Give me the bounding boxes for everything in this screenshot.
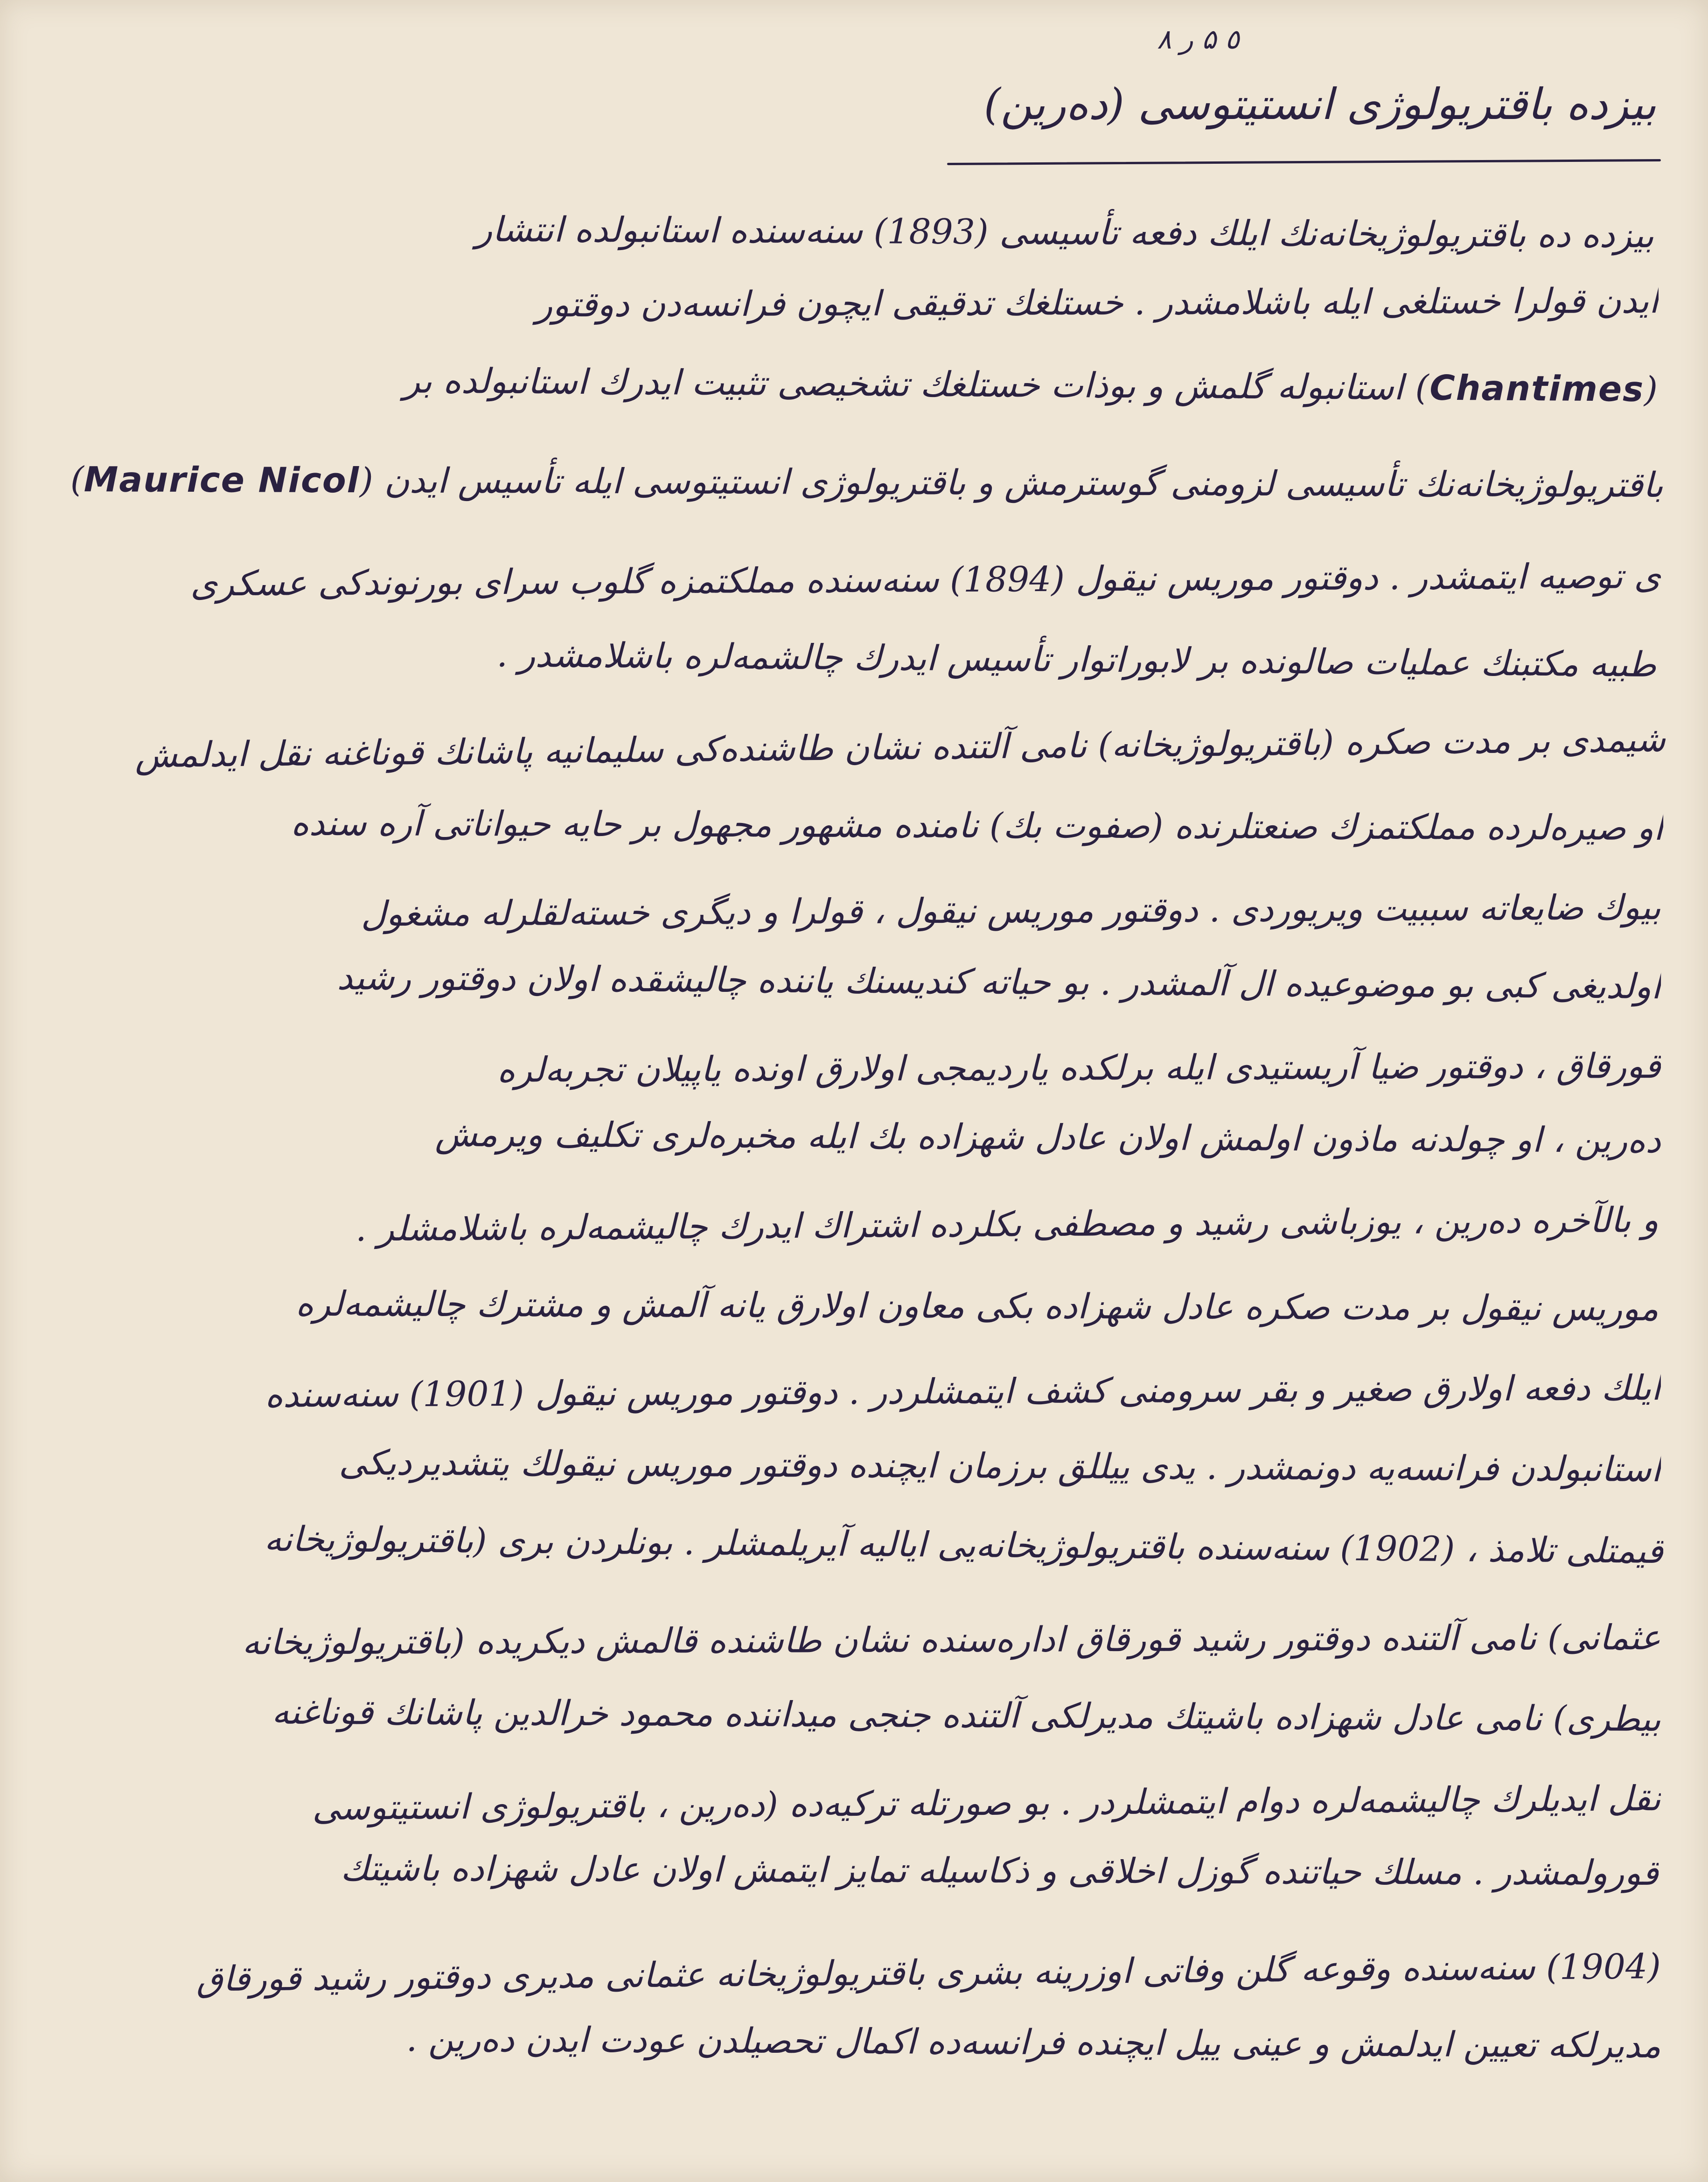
manuscript-line: طبیه مکتبنك عملیات صالونده بر لابوراتوار تأسیس ایدرك چالشمه‌لره باشلامشدر . — [496, 634, 1657, 685]
manuscript-line: نقل ایدیلرك چالیشمه‌لره دوام ایتمشلردر . بو صورتله ترکیه‌ده (ده‌ر‌ین ، باقتریولوژی انستیتوسی — [312, 1778, 1661, 1828]
manuscript-line: باقتریولوژیخانه‌نك تأسیسی لزومنی گوسترمش و باقتریولوژی انستیتوسی ایله تأسیس ایدن (Maurice Nicol) — [70, 460, 1664, 505]
manuscript-line: (Chantimes) استانبوله گلمش و بوذات خستلغك تشخیصی تثبیت ایدرك استانبولده بر — [403, 361, 1659, 410]
manuscript-line: و بالآخره ده‌ر‌ین ، یوزباشی رشید و مصطفی بکلرده اشتراك ایدرك چالیشمه‌لره باشلامشلر . — [355, 1200, 1659, 1249]
manuscript-line: اولدیغی کبی بو موضوعیده ال آلمشدر . بو حیاته کندیسنك یاننده چالیشقده اولان دوقتور رشید — [336, 957, 1661, 1007]
latin-name: Chantimes — [1429, 368, 1645, 410]
manuscript-line: (1904) سنه‌سنده وقوعه گلن وفاتی اوزرینه بشری باقتریولوژیخانه عثمانی مدیری دوقتور رشید قورقاق — [196, 1946, 1661, 2000]
manuscript-line: بیطری) نامی عادل شهزاده باشیتك مدیرلکی آلتنده جنجی میداننده محمود خرالدین پاشانك قوناغنه — [272, 1692, 1661, 1739]
manuscript-line: موریس نیقول بر مدت صکره عادل شهزاده بکی معاون اولارق یانه آلمش و مشترك چالیشمه‌لره — [295, 1283, 1659, 1329]
manuscript-line: بیوك ضایعاته سببیت ویریوردی . دوقتور موریس نیقول ، قولرا و دیگری خسته‌لقلرله مشغول — [361, 887, 1661, 934]
manuscript-line: قورولمشدر . مسلك حیاتنده گوزل اخلاقی و ذکاسیله تمایز ایتمش اولان عادل شهزاده باشیتك — [340, 1848, 1659, 1893]
manuscript-line: ایدن قولرا خستلغی ایله باشلامشدر . خستلغك تدقیقی ایچون فرانسه‌دن دوقتور — [536, 281, 1659, 325]
manuscript-line: او صیره‌لرده مملکتمزك صنعتلرنده (صفوت بك) نامنده مشهور مجهول بر حایه حیواناتی آره سنده — [291, 803, 1664, 848]
manuscript-line: استانبولدن فرانسه‌یه دونمشدر . یدی ییللق برزمان ایچنده دوقتور موریس نیقولك یتشدیردیکی — [339, 1443, 1661, 1490]
manuscript-line: بیزده ده باقتریولوژیخانه‌نك ایلك دفعه تأسیسی (1893) سنه‌سنده استانبولده انتشار — [475, 209, 1654, 256]
manuscript-line: قیمتلی تلامذ ، (1902) سنه‌سنده باقتریولوژیخانه‌یی ایالیه آیریلمشلر . بونلردن بری (باقتریولوژیخانه — [264, 1519, 1664, 1571]
manuscript-line: قورقاق ، دوقتور ضیا آریستیدی ایله برلکده یاردیمجی اولارق اونده یاپیلان تجربه‌لره — [497, 1046, 1661, 1090]
manuscript-line: ایلك دفعه اولارق صغیر و بقر سرومنی کشف ایتمشلردر . دوقتور موریس نیقول (1901) سنه‌سنده — [265, 1368, 1661, 1415]
manuscript-line: شیمدی بر مدت صکره (باقتریولوژیخانه) نامی آلتنده نشان طاشنده‌کی سلیمانیه پاشانك قوناغنه نقل ایدلمش — [134, 719, 1666, 776]
manuscript-line: ده‌ر‌ین ، او چولدنه ماذون اولمش اولان عادل شهزاده بك ایله مخبره‌لری تکلیف ویرمش — [435, 1114, 1661, 1161]
manuscript-line: عثمانی) نامی آلتنده دوقتور رشید قورقاق اداره‌سنده نشان طاشنده قالمش دیکریده (باقتریولوژیخانه — [242, 1617, 1661, 1663]
manuscript-line: مدیرلکه تعیین ایدلمش و عینی ییل ایچنده فرانسه‌ده اکمال تحصیلدن عودت ایدن ده‌ر‌ین . — [406, 2019, 1661, 2066]
manuscript-line: ی توصیه ایتمشدر . دوقتور موریس نیقول (1894) سنه‌سنده مملکتمزه گلوب سرای بورنوندکی عسکری — [190, 556, 1661, 604]
document-title: بیزده باقتریولوژی انستیتوسی (ده‌ر‌ین) — [983, 79, 1656, 129]
page-note: ٥ ۵ ر ٨ — [1157, 23, 1240, 55]
latin-name: Maurice Nicol — [84, 460, 360, 501]
